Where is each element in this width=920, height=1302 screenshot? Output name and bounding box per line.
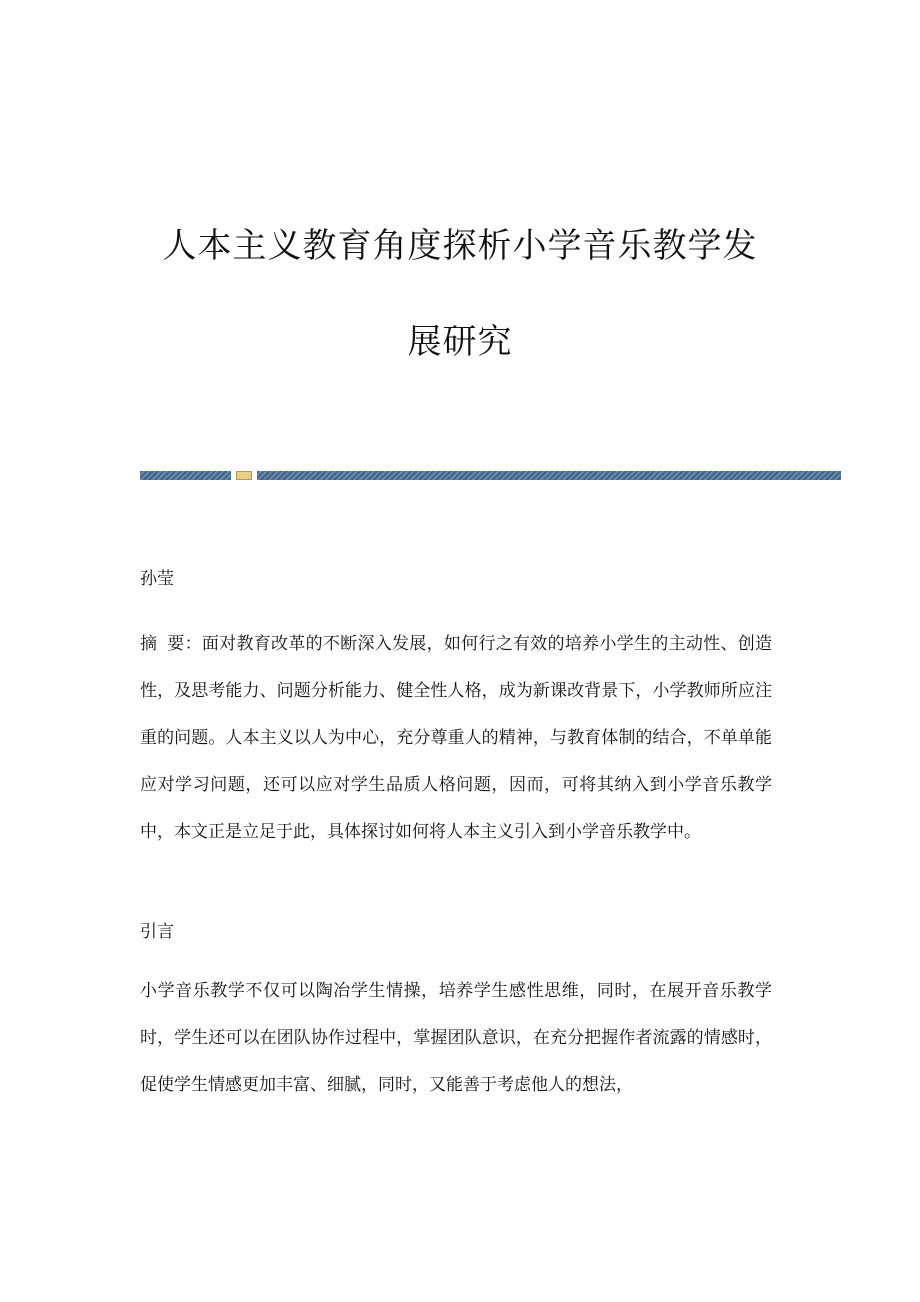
introduction-heading: 引言 — [140, 922, 174, 942]
abstract-label-part-1: 摘 — [140, 634, 158, 654]
introduction-paragraph: 小学音乐教学不仅可以陶冶学生情操，培养学生感性思维，同时，在展开音乐教学时，学生还可以在团队协作过程中，掌握团队意识，在充分把握作者流露的情感时，促使学生情感更加丰富、细腻，同时，又能善于考虑他人的想法， — [140, 981, 772, 1095]
divider-right-bar — [257, 471, 841, 480]
abstract-label-part-2: 要： — [167, 634, 202, 654]
title-divider — [140, 471, 841, 480]
abstract-paragraph — [140, 621, 772, 856]
document-title-line-2: 展研究 — [407, 322, 513, 362]
document-title-line-1: 人本主义教育角度探析小学音乐教学发 — [162, 226, 758, 266]
divider-left-bar — [140, 471, 231, 480]
author-name: 孙莹 — [140, 569, 174, 589]
abstract-text: 面对教育改革的不断深入发展，如何行之有效的培养小学生的主动性、创造性，及思考能力、问题分析能力、健全性人格，成为新课改背景下，小学教师所应注重的问题。人本主义以人为中心，充分尊重人的精神，与教育体制的结合，不单单能应对学习问题，还可以应对学生品质人格问题，因而，可将其纳入到小学音乐教学中，本文正是立足于此，具体探讨如何将人本主义引入到小学音乐教学中。 — [140, 634, 773, 842]
divider-ornament-icon — [236, 471, 252, 480]
